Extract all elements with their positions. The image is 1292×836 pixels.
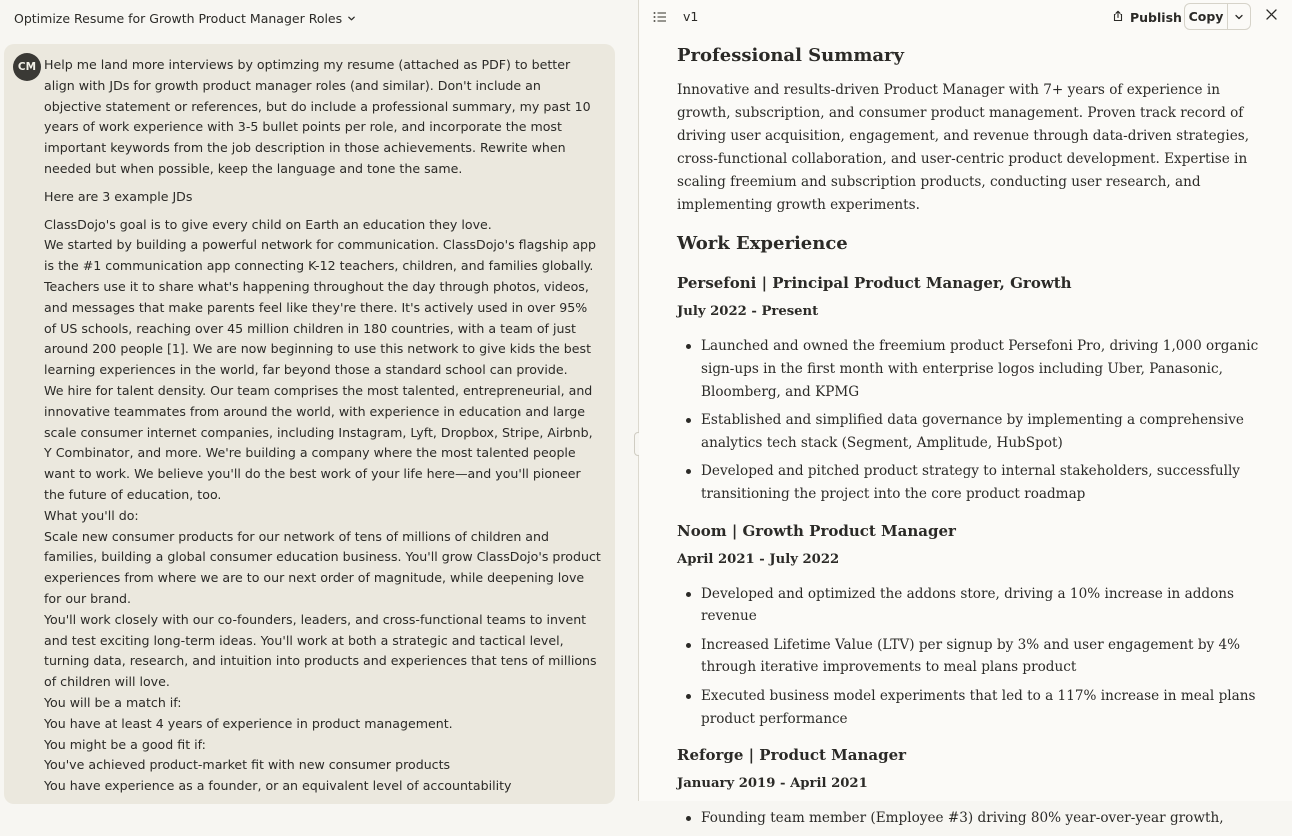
chevron-down-icon	[346, 13, 357, 24]
job-title: Persefoni | Principal Product Manager, Growth	[677, 274, 1072, 292]
chevron-down-icon	[1234, 7, 1244, 26]
job-dates: July 2022 - Present	[677, 304, 819, 319]
bullet-item: Established and simplified data governance by implementing a comprehensive analytics tech stack (Segment, Amplitude, HubSpot)	[677, 409, 1262, 455]
job-bullets	[677, 335, 1262, 506]
job-dates: April 2021 - July 2022	[677, 551, 840, 567]
summary-heading: Professional Summary	[677, 45, 904, 66]
copy-button-group	[1184, 3, 1251, 30]
list-icon[interactable]	[652, 9, 668, 25]
bullet-item: Developed and optimized the addons store, driving a 10% increase in addons revenue	[677, 583, 1262, 629]
message-line: We started by building a powerful network for communication. ClassDojo's flagship app is the #1 communication app connecting K-12 teachers, children, and families globally. Teachers use it to share what's happening throughout the day through photos, videos, and messages that make parents feel like they're there. It's actively used in over 95% of US schools, reaching over 45 million children in 180 countries, with a team of just around 200 people [1]. We are now beginning to use this network to give kids the best learning experiences in the world, far beyond those a standard school can provide.	[44, 237, 597, 378]
close-icon	[1265, 6, 1278, 25]
message-line: What you'll do:	[44, 507, 139, 523]
job-title: Noom | Growth Product Manager	[677, 521, 956, 540]
copy-button[interactable]: Copy	[1185, 4, 1228, 29]
message-line: You have experience as a founder, or an equivalent level of accountability	[44, 778, 512, 794]
copy-options-button[interactable]	[1228, 4, 1250, 29]
message-line: ClassDojo's goal is to give every child on Earth an education they love.	[44, 216, 492, 232]
summary-text: Innovative and results-driven Product Manager with 7+ years of experience in growth, subscription, and consumer product management. Proven track record of driving user acquisition, engagement, and revenue through data-driven strategies, cross-functional collaboration, and user-centric product development. Expertise in scaling freemium and subscription products, conducting user research, and implementing growth experiments.	[677, 82, 1250, 213]
message-line: We hire for talent density. Our team comprises the most talented, entrepreneurial, and innovative teammates from around the world, with experience in education and large scale consumer internet companies, including Instagram, Lyft, Dropbox, Stripe, Airbnb, Y Combinator, and more. We're building a company where the most talented people want to work. We believe you'll do the best work of your life here—and you'll pioneer the future of education, too.	[44, 382, 593, 502]
resume-document	[677, 42, 1262, 836]
job-dates: January 2019 - April 2021	[677, 776, 868, 792]
message-body	[44, 55, 602, 797]
job-bullets	[677, 583, 1262, 731]
publish-button[interactable]	[1108, 5, 1186, 29]
chat-pane	[0, 0, 638, 801]
job-title: Reforge | Product Manager	[677, 746, 907, 765]
artifact-toolbar	[639, 0, 1292, 34]
experience-heading: Work Experience	[677, 233, 848, 254]
user-message	[4, 44, 615, 804]
bullet-item: Launched and owned the freemium product Persefoni Pro, driving 1,000 organic sign-ups in the first month with enterprise logos including Uber, Panasonic, Bloomberg, and KPMG	[677, 335, 1262, 403]
chat-title-menu[interactable]	[14, 9, 357, 27]
chat-title: Optimize Resume for Growth Product Manager Roles	[14, 10, 343, 26]
close-button[interactable]	[1263, 7, 1279, 23]
message-line: Scale new consumer products for our network of tens of millions of children and families, building a global consumer education business. You'll grow ClassDojo's product experiences from where we are to our next order of magnitude, while deepening love for our brand.	[44, 528, 601, 606]
job-bullets	[677, 807, 1262, 830]
avatar: CM	[13, 53, 41, 81]
publish-label: Publish	[1130, 9, 1182, 25]
artifact-pane	[639, 0, 1292, 827]
bullet-item: Executed business model experiments that led to a 117% increase in meal plans product performance	[677, 685, 1262, 731]
message-examples-heading: Here are 3 example JDs	[44, 188, 193, 204]
message-line: You've achieved product-market fit with new consumer products	[44, 757, 451, 773]
version-label[interactable]: v1	[683, 9, 699, 24]
message-line: You might be a good fit if:	[44, 736, 206, 752]
message-line: You'll work closely with our co-founders, leaders, and cross-functional teams to invent and test exciting long-term ideas. You'll work at both a strategic and tactical level, turning data, research, and intuition into products and experiences that tens of millions of children will love.	[44, 611, 597, 690]
share-icon	[1112, 10, 1124, 25]
bullet-item: Founding team member (Employee #3) driving 80% year-over-year growth,	[677, 807, 1262, 830]
message-line: You have at least 4 years of experience in product management.	[44, 715, 453, 731]
message-intro: Help me land more interviews by optimzing my resume (attached as PDF) to better align with JDs for growth product manager roles (and similar). Don't include an objective statement or references, but do include a professional summary, my past 10 years of work experience with 3-5 bullet points per role, and incorporate the most important keywords from the job description in those achievements. Rewrite when needed but when possible, keep the language and tone the same.	[44, 57, 591, 176]
bullet-item: Increased Lifetime Value (LTV) per signup by 3% and user engagement by 4% through iterative improvements to meal plans product	[677, 634, 1262, 680]
message-line: You will be a match if:	[44, 694, 182, 710]
bullet-item: Developed and pitched product strategy to internal stakeholders, successfully transitioning the project into the core product roadmap	[677, 460, 1262, 506]
